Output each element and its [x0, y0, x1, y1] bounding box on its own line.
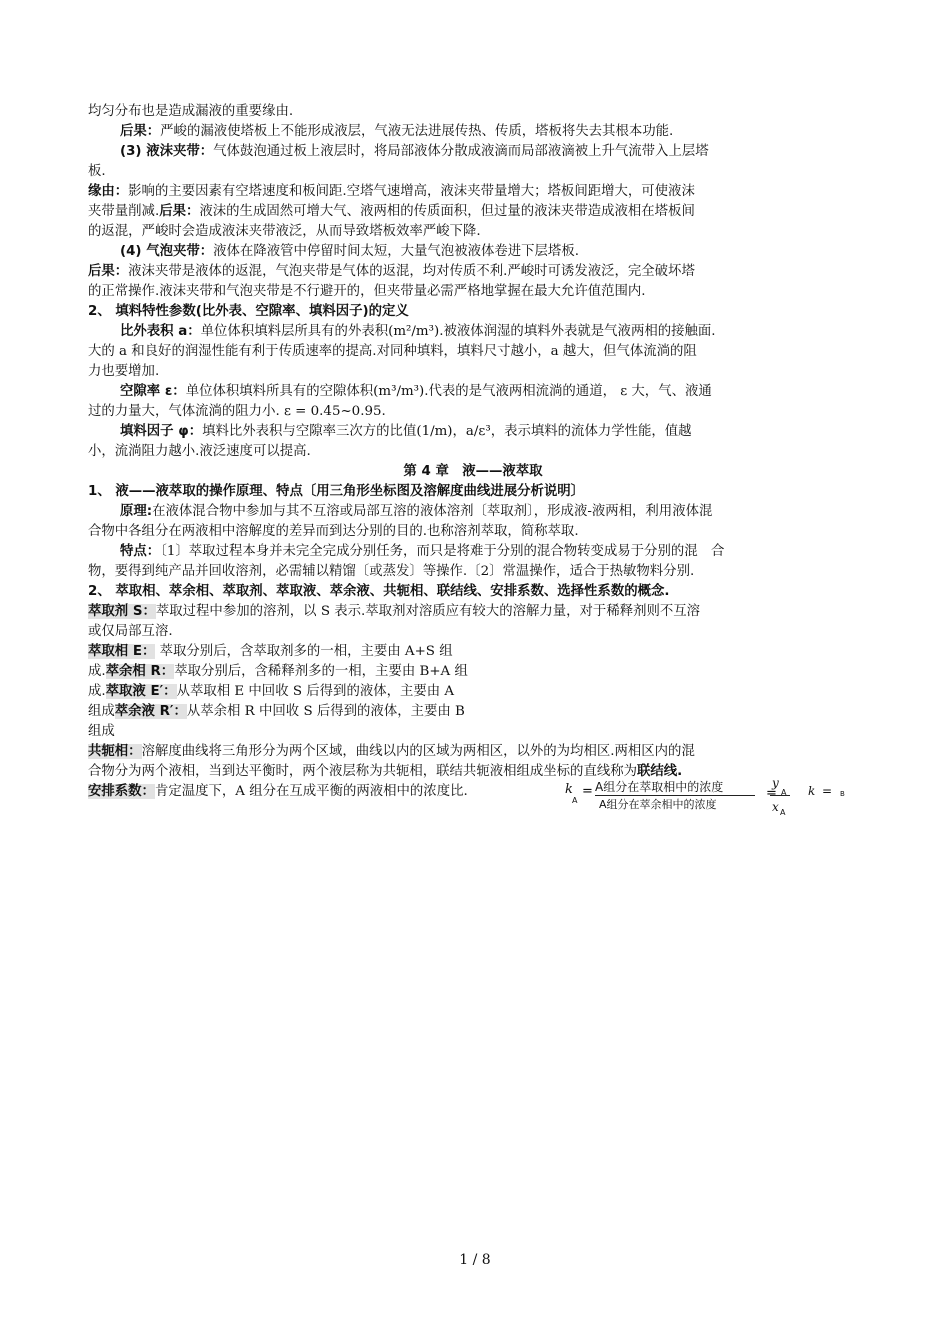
term-label: 萃取剂 S：: [88, 604, 156, 619]
text-line: 过的力量大，气体流淌的阻力小. ε = 0.45~0.95.: [88, 404, 386, 419]
text-line: 比外表积 a：单位体积填料层所具有的外表积(m²/m³).被液体润湿的填料外表就是气液两相的接触面.: [120, 324, 716, 339]
term-label: (3) 液沫夹带：: [120, 144, 214, 159]
text-line: 合物中各组分在两液相中溶解度的差异而到达分别的目的.也称溶剂萃取，简称萃取.: [88, 524, 579, 539]
term-label: 填料因子 φ：: [120, 424, 203, 439]
text-line: 成.萃取液 E′：从萃取相 E 中回收 S 后得到的液体，主要由 A: [88, 684, 455, 699]
text-line: 空隙率 ε：单位体积填料所具有的空隙体积(m³/m³).代表的是气液两相流淌的通道， ε 大，气、液通: [120, 384, 712, 399]
formula-y-sub: A: [781, 788, 787, 797]
text-line: 的返混，严峻时会造成液沫夹带液泛，从而导致塔板效率严峻下降.: [88, 224, 481, 239]
text-line: 力也要增加.: [88, 364, 160, 379]
text-line: 合物分为两个液相，当到达平衡时，两个液层称为共轭相，联结共轭液相组成坐标的直线称为联结线.: [88, 764, 683, 779]
formula-equals-3: =: [822, 784, 833, 798]
text-line: 原理:在液体混合物中参加与其不互溶或局部互溶的液体溶剂〔萃取剂〕，形成液-液两相，利用液体混: [120, 504, 713, 519]
term-label: 特点：: [120, 544, 161, 559]
distribution-coefficient-formula: [563, 778, 863, 822]
text-line: 安排系数：肯定温度下，A 组分在互成平衡的两液相中的浓度比.: [88, 784, 468, 799]
formula-y: y: [772, 776, 779, 790]
formula-sub-b: B: [840, 790, 845, 798]
term-label: 后果：: [88, 264, 129, 279]
term-label: 联结线.: [637, 764, 683, 779]
text-line: 或仅局部互溶.: [88, 624, 173, 639]
text-line: 夹带量削减.后果：液沫的生成固然可增大气、液两相的传质面积，但过量的液沫夹带造成液相在塔板间: [88, 204, 695, 219]
text-line: 缘由：影响的主要因素有空塔速度和板间距.空塔气速增高，液沫夹带量增大；塔板间距增大，可使液沫: [88, 184, 695, 199]
document-body: [88, 102, 858, 802]
text-line: 后果：液沫夹带是液体的返混，气泡夹带是气体的返混，均对传质不利.严峻时可诱发液泛，完全破坏塔: [88, 264, 695, 279]
formula-k: k: [565, 782, 573, 797]
term-label: 萃余液 R′：: [114, 704, 187, 719]
term-label: (4) 气泡夹带：: [120, 244, 214, 259]
text-line: 组成萃余液 R′：从萃余相 R 中回收 S 后得到的液体，主要由 B: [88, 704, 465, 719]
formula-denominator: A组分在萃余相中的浓度: [599, 798, 717, 811]
section-heading: 2、 萃取相、萃余相、萃取剂、萃取液、萃余液、共轭相、联结线、安排系数、选择性系数的概念.: [88, 584, 670, 599]
text-line: 成.萃余相 R：萃取分别后，含稀释剂多的一相，主要由 B+A 组: [88, 664, 468, 679]
text-line: 物，要得到纯产品并回收溶剂，必需辅以精馏〔或蒸发〕等操作.〔2〕常温操作，适合于热敏物料分别.: [88, 564, 695, 579]
term-label: 萃取液 E′：: [105, 684, 177, 699]
text-line: 均匀分布也是造成漏液的重要缘由.: [88, 104, 294, 119]
page-number: 1 / 8: [459, 1252, 491, 1268]
text-line: 特点：〔1〕萃取过程本身并未完全完成分别任务，而只是将难于分别的混合物转变成易于分别的混 合: [120, 544, 725, 559]
section-heading: 2、 填料特性参数(比外表、空隙率、填料因子)的定义: [88, 304, 409, 319]
formula-sub-a: A: [572, 796, 578, 805]
text-line: (3) 液沫夹带：气体鼓泡通过板上液层时，将局部液体分散成液滴而局部液滴被上升气流带入上层塔: [120, 144, 709, 159]
text-line: 的正常操作.液沫夹带和气泡夹带是不行避开的，但夹带量必需严格地掌握在最大允许值范围内.: [88, 284, 646, 299]
term-label: 原理:: [120, 504, 153, 519]
formula-equals-2: =: [766, 786, 777, 801]
text-line: 后果：严峻的漏液使塔板上不能形成液层，气液无法进展传热、传质，塔板将失去其根本功能.: [120, 124, 674, 139]
text-line: 小，流淌阻力越小.液泛速度可以提高.: [88, 444, 311, 459]
term-label: 后果：: [120, 124, 161, 139]
term-label: 共轭相：: [88, 744, 142, 759]
fraction-bar-2: [770, 795, 790, 796]
term-label: 后果：: [159, 204, 200, 219]
term-label: 空隙率 ε：: [120, 384, 186, 399]
text-line: (4) 气泡夹带：液体在降液管中停留时间太短，大量气泡被液体卷进下层塔板.: [120, 244, 579, 259]
formula-numerator: A组分在萃取相中的浓度: [595, 780, 724, 794]
section-heading: 1、 液——液萃取的操作原理、特点〔用三角形坐标图及溶解度曲线进展分析说明〕: [88, 484, 585, 499]
chapter-title: 第 4 章 液——液萃取: [403, 464, 543, 479]
term-label: 安排系数：: [88, 784, 155, 799]
term-label: 比外表积 a：: [120, 324, 201, 339]
formula-k2: k: [808, 784, 816, 798]
term-label: 萃取相 E：: [88, 644, 156, 659]
formula-x: x: [772, 800, 779, 814]
term-label: 缘由：: [88, 184, 129, 199]
text-line: 填料因子 φ：填料比外表积与空隙率三次方的比值(1/m)，a/ε³，表示填料的流体力学性能，值越: [120, 424, 692, 439]
term-label: 萃余相 R：: [105, 664, 175, 679]
text-line: 萃取相 E： 萃取分别后，含萃取剂多的一相，主要由 A+S 组: [88, 644, 453, 659]
text-line: 萃取剂 S：萃取过程中参加的溶剂，以 S 表示.萃取剂对溶质应有较大的溶解力量，对于稀释剂则不互溶: [88, 604, 701, 619]
text-line: 板.: [88, 164, 106, 179]
formula-x-sub: A: [780, 808, 786, 817]
text-line: 大的 a 和良好的润湿性能有利于传质速率的提高.对同种填料，填料尺寸越小，a 越大，但气体流淌的阻: [88, 344, 697, 359]
text-line: 组成: [88, 724, 115, 739]
text-line: 共轭相：溶解度曲线将三角形分为两个区域，曲线以内的区域为两相区，以外的为均相区.两相区内的混: [88, 744, 695, 759]
formula-equals: =: [582, 784, 593, 799]
